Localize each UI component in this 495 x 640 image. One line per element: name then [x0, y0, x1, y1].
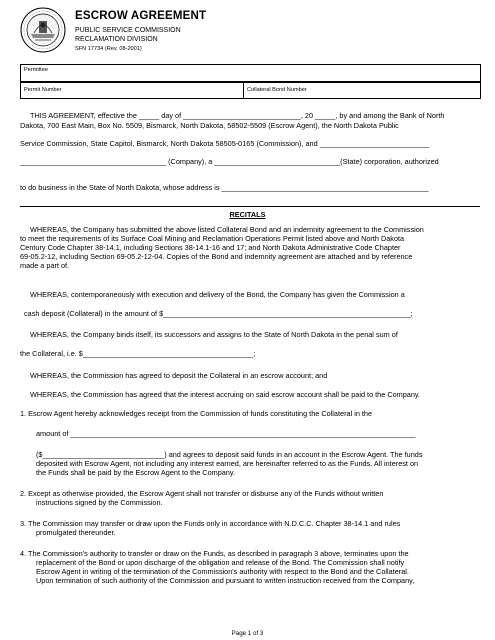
- item-1-line-2: amount of _____________________________________________________________________________________: [36, 429, 416, 438]
- item-4-line-2: replacement of the Bond or upon discharge of the obligation and release of the Bond. The Commission shall notify: [36, 558, 405, 567]
- whereas-1-line-4: 69-05.2-12, including Section 69-05.2-12-04. Copies of the Bond and indemnity agreement are attached and by reference: [20, 252, 413, 261]
- division-name: RECLAMATION DIVISION: [75, 36, 158, 43]
- intro-line-2: Dakota, 700 East Main, Box No. 5509, Bismarck, North Dakota, 58502-5509 (Escrow Agent), the North Dakota Public: [20, 121, 399, 130]
- state-seal-icon: [20, 7, 66, 53]
- blank-line: [20, 206, 480, 207]
- item-1-line-1: 1. Escrow Agent hereby acknowledges receipt from the Commission of funds constituting the Collateral in the: [20, 409, 373, 418]
- bond-number-label: Collateral Bond Number: [247, 87, 307, 93]
- intro-line-3: Service Commission, State Capitol, Bismarck, North Dakota 58505-0165 (Commission), and ___________________________: [20, 139, 430, 148]
- agency-name: PUBLIC SERVICE COMMISSION: [75, 27, 181, 34]
- page-number: Page 1 of 3: [231, 630, 264, 637]
- item-4-line-3: Escrow Agent in writing of the termination of the Commission's authority with respect to the Bond and the Collateral.: [36, 567, 409, 576]
- permit-number-field[interactable]: [21, 83, 243, 98]
- whereas-4: WHEREAS, the Commission has agreed to deposit the Collateral in an escrow account; and: [30, 371, 328, 380]
- item-4-line-1: 4. The Commission's authority to transfer or draw on the Funds, as described in paragraph 3 above, terminates upon the: [20, 549, 409, 558]
- item-4-line-4: Upon termination of such authority of the Commission and pursuant to written instruction received from the Company,: [36, 576, 415, 585]
- item-2-line-2: instructions signed by the Commission.: [36, 498, 163, 507]
- permittee-label: Permittee: [24, 67, 48, 73]
- item-1-line-3: ($______________________________) and agrees to deposit said funds in an account in the Escrow Agent. The funds: [36, 450, 423, 459]
- form-number: SFN 17734 (Rev. 08-2001): [75, 46, 142, 52]
- item-3-line-2: promulgated thereunder.: [36, 528, 116, 537]
- whereas-5: WHEREAS, the Commission has agreed that the interest accruing on said escrow account shall be paid to the Company.: [30, 390, 421, 399]
- numbers-row: [20, 82, 481, 99]
- whereas-1-line-5: made a part of.: [20, 261, 70, 270]
- intro-line-4: ____________________________________ (Company), a _______________________________(State) corporation, authorized: [20, 157, 439, 166]
- bond-number-field[interactable]: [244, 83, 480, 98]
- intro-line-1: THIS AGREEMENT, effective the _____ day of _____________________________, 20 _____, by and among the Bank of North: [30, 111, 445, 120]
- intro-line-5: to do business in the State of North Dakota, whose address is ___________________________________________________: [20, 183, 429, 192]
- whereas-1-line-1: WHEREAS, the Company has submitted the above listed Collateral Bond and an indemnity agreement to the Commission: [30, 225, 424, 234]
- item-2-line-1: 2. Except as otherwise provided, the Escrow Agent shall not transfer or disburse any of the Funds without written: [20, 489, 384, 498]
- whereas-1-line-2: to meet the requirements of its Surface Coal Mining and Reclamation Operations Permit listed above and North Dakota: [20, 234, 405, 243]
- whereas-3-line-2: the Collateral, i.e. $__________________________________________;: [20, 349, 256, 358]
- recitals-heading: RECITALS: [229, 210, 266, 219]
- whereas-2-line-2: cash deposit (Collateral) in the amount of $_____________________________________________________________;: [24, 309, 413, 318]
- item-1-line-4: deposited with Escrow Agent, not including any interest earned, are hereinafter referred to as the Funds. All interest on: [36, 459, 419, 468]
- item-3-line-1: 3. The Commission may transfer or draw upon the Funds only in accordance with N.D.C.C. Chapter 38-14.1 and rules: [20, 519, 401, 528]
- whereas-1-line-3: Century Code Chapter 38-14.1, including Sections 38-14.1-16 and 17; and North Dakota Administrative Code Chapter: [20, 243, 401, 252]
- permit-number-label: Permit Number: [24, 87, 62, 93]
- whereas-3-line-1: WHEREAS, the Company binds itself, its successors and assigns to the State of North Dakota in the penal sum of: [30, 330, 398, 339]
- item-1-line-5: the Funds shall be paid by the Escrow Agent to the Company.: [36, 468, 236, 477]
- permittee-field[interactable]: [20, 64, 481, 82]
- form-title: ESCROW AGREEMENT: [75, 10, 207, 22]
- whereas-2-line-1: WHEREAS, contemporaneously with execution and delivery of the Bond, the Company has given the Commission a: [30, 290, 405, 299]
